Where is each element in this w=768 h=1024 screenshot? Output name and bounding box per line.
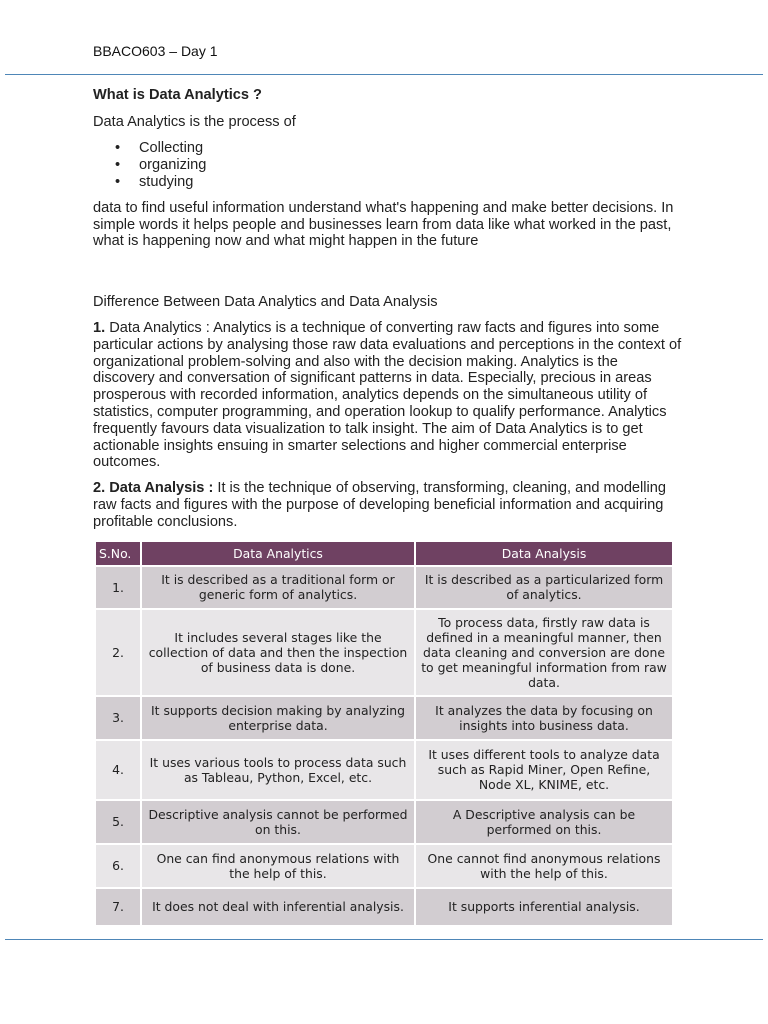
- item-number: 2.: [93, 480, 106, 497]
- process-list: [93, 140, 683, 192]
- table-row: [95, 609, 673, 696]
- section-title: What is Data Analytics ?: [93, 87, 262, 103]
- list-item: • studying: [139, 174, 683, 191]
- row-number: 4.: [95, 740, 141, 800]
- analytics-cell: One can find anonymous relations with the help of this.: [141, 844, 415, 888]
- analysis-cell: It supports inferential analysis.: [415, 888, 673, 926]
- analytics-cell: It is described as a traditional form or generic form of analytics.: [141, 566, 415, 609]
- data-analytics-definition: [93, 320, 683, 471]
- analysis-cell: It analyzes the data by focusing on insights into business data.: [415, 696, 673, 740]
- row-number: 7.: [95, 888, 141, 926]
- definition-text: Analytics is a technique of converting raw facts and figures into some particular actions by analysing those raw data evaluations and perceptions in the context of organizational problem-solving and also with the decision making. Analytics is the discovery and conversation of significant patterns in data. Especially, precious in areas prosperous with recorded information, analytics depends on the simultaneous utility of statistics, computer programming, and operation lookup to qualify performance. Analytics frequently favours data visualization to talk insight. The aim of Data Analytics is to get actionable insights ensuing in smarter selections and higher commercial enterprise outcomes.: [93, 320, 682, 471]
- analytics-cell: Descriptive analysis cannot be performed on this.: [141, 800, 415, 844]
- row-number: 5.: [95, 800, 141, 844]
- row-number: 6.: [95, 844, 141, 888]
- header-rule: [5, 74, 763, 75]
- row-number: 1.: [95, 566, 141, 609]
- table-row: [95, 696, 673, 740]
- analytics-cell: It uses various tools to process data such as Tableau, Python, Excel, etc.: [141, 740, 415, 800]
- row-number: 2.: [95, 609, 141, 696]
- comparison-table: [94, 540, 674, 927]
- definition-paragraph: data to find useful information understand what's happening and make better decisions. In simple words it helps people and businesses learn from data like what worked in the past, what is happening now and what might happen in the future: [93, 199, 674, 250]
- analytics-cell: It does not deal with inferential analysis.: [141, 888, 415, 926]
- item-number: 1.: [93, 320, 106, 336]
- analysis-cell: One cannot find anonymous relations with the help of this.: [415, 844, 673, 888]
- analytics-cell: It includes several stages like the collection of data and then the inspection of business data is done.: [141, 609, 415, 696]
- intro-text: Data Analytics is the process of: [93, 113, 296, 130]
- document-body: [93, 87, 683, 927]
- table-row: [95, 844, 673, 888]
- difference-heading: Difference Between Data Analytics and Data Analysis: [93, 294, 438, 311]
- analysis-cell: A Descriptive analysis can be performed on this.: [415, 800, 673, 844]
- table-row: [95, 740, 673, 800]
- column-header-analytics: Data Analytics: [141, 541, 415, 566]
- table-row: [95, 800, 673, 844]
- analytics-cell: It supports decision making by analyzing enterprise data.: [141, 696, 415, 740]
- analysis-cell: It is described as a particularized form of analytics.: [415, 566, 673, 609]
- column-header-analysis: Data Analysis: [415, 541, 673, 566]
- data-analysis-definition: [93, 480, 683, 530]
- analysis-cell: It uses different tools to analyze data such as Rapid Miner, Open Refine, Node XL, KNIME, etc.: [415, 740, 673, 800]
- list-item: • organizing: [139, 157, 683, 174]
- term: Data Analysis :: [109, 480, 214, 497]
- page-header: BBACO603 – Day 1: [93, 43, 218, 59]
- list-item: • Collecting: [139, 140, 683, 157]
- column-header-sno: S.No.: [95, 541, 141, 566]
- analysis-cell: To process data, firstly raw data is defined in a meaningful manner, then data cleaning and conversion are done to get meaningful information from raw data.: [415, 609, 673, 696]
- table-row: [95, 566, 673, 609]
- table-header-row: [95, 541, 673, 566]
- row-number: 3.: [95, 696, 141, 740]
- footer-rule: [5, 939, 763, 940]
- definition-text: It is the technique of observing, transforming, cleaning, and modelling raw facts and figures with the purpose of developing beneficial information and acquiring profitable conclusions.: [93, 480, 667, 530]
- term: Data Analytics :: [109, 320, 210, 336]
- table-row: [95, 888, 673, 926]
